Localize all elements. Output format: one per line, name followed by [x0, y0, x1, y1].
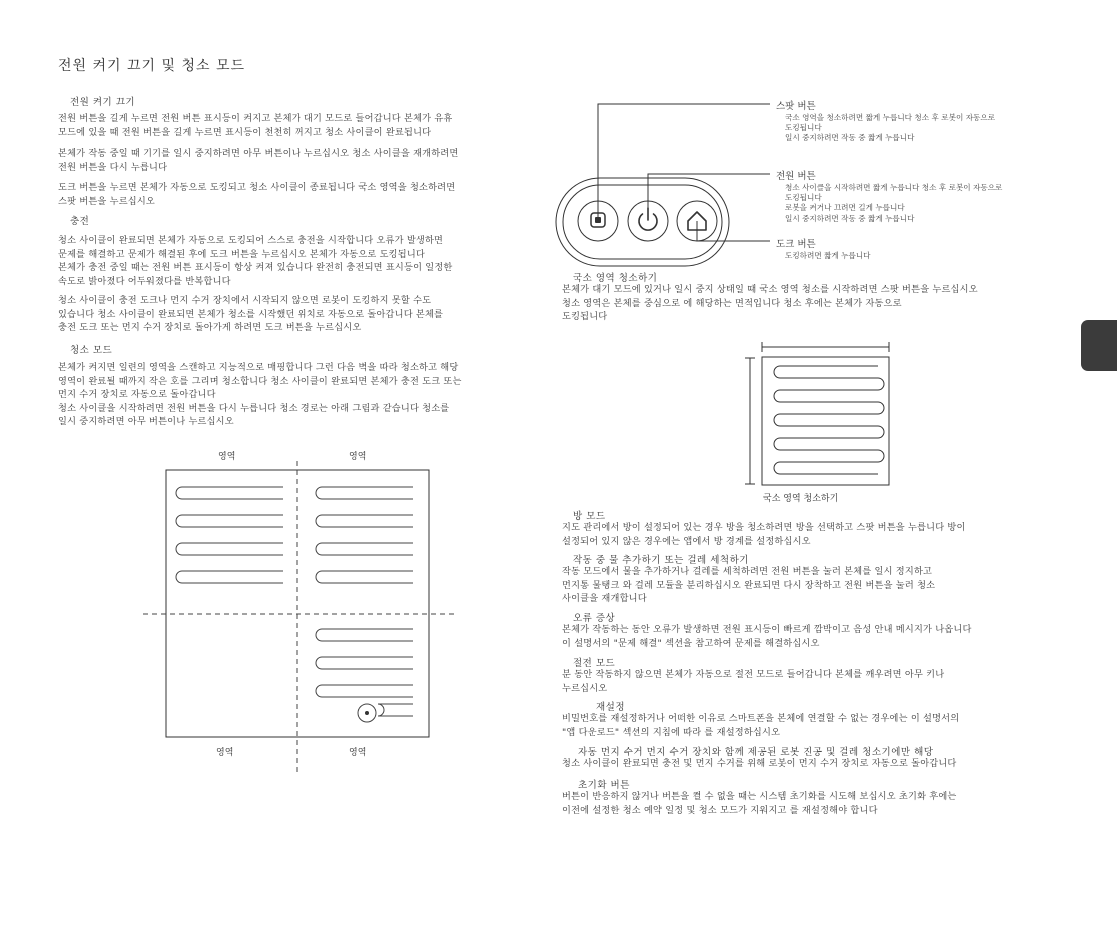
power-icon	[639, 208, 657, 230]
section-heading-sleep: 절전 모드	[573, 658, 616, 669]
section-heading-charging: 충전	[70, 216, 90, 227]
paragraph-spot: 본체가 대기 모드에 있거나 일시 중지 상태일 때 국소 영역 청소를 시작하려면 스팟 버튼을 누르십시오 청소 영역은 본체를 중심으로 에 해당하는 면적입니다 청소 후에는 본체가 자동으로 도킹됩니다	[562, 284, 978, 322]
power-button-desc: 청소 사이클을 시작하려면 짧게 누릅니다 청소 후 로봇이 자동으로 도킹됩니다 로봇을 켜거나 끄려면 길게 누릅니다 일시 중지하려면 작동 중 짧게 누릅니다	[785, 183, 1003, 223]
zone-label-bottom-right: 영역	[349, 748, 367, 758]
section-heading-power: 전원 켜기 끄기	[70, 97, 136, 108]
paragraph-charging-1: 청소 사이클이 완료되면 본체가 자동으로 도킹되어 스스로 충전을 시작합니다 오류가 발생하면 문제를 해결하고 문제가 해결된 후에 도크 버튼을 누르십시오 본체가 자동으로 도킹됩니다 본체가 충전 중일 때는 전원 버튼 표시등이 항상 켜져 있습니다 완전히 충전되면 표시등이 일정한 속도로 밝아졌다 어두워졌다를 반복합니다	[58, 235, 453, 287]
zone-label-bottom-left: 영역	[216, 748, 234, 758]
paragraph-room: 지도 관리에서 방이 설정되어 있는 경우 방을 청소하려면 방을 선택하고 스팟 버튼을 누릅니다 방이 설정되어 있지 않은 경우에는 앱에서 방 경계를 설정하십시오	[562, 522, 966, 547]
section-heading-init: 초기화 버튼	[578, 780, 630, 791]
zone-label-top-right: 영역	[349, 452, 367, 462]
page-title: 전원 켜기 끄기 및 청소 모드	[58, 58, 246, 74]
dock-button-label: 도크 버튼	[776, 239, 816, 250]
paragraph-water: 작동 모드에서 물을 추가하거나 걸레를 세척하려면 전원 버튼을 눌러 본체를 일시 정지하고 먼지통 물탱크 와 걸레 모듈을 분리하십시오 완료되면 다시 장착하고 전원 버튼을 눌러 청소 사이클을 재개합니다	[562, 566, 936, 604]
paragraph-cleaning-mode: 본체가 켜지면 일련의 영역을 스캔하고 지능적으로 매핑합니다 그런 다음 벽을 따라 청소하고 해당 영역이 완료될 때까지 작은 호를 그리며 청소합니다 청소 사이클이 완료되면 본체가 충전 도크 또는 먼지 수거 장치로 자동으로 돌아갑니다 청소 사이클을 시작하려면 전원 버튼을 다시 누릅니다 청소 경로는 아래 그림과 같습니다 청소를 일시 중지하려면 아무 버튼이나 누르십시오	[58, 362, 462, 427]
section-heading-dust: 자동 먼지 수거 먼지 수거 장치와 함께 제공된 로봇 진공 및 걸레 청소기에만 해당	[578, 747, 934, 758]
paragraph-power-1: 전원 버튼을 길게 누르면 전원 버튼 표시등이 켜지고 본체가 대기 모드로 들어갑니다 본체가 유휴 모드에 있을 때 전원 버튼을 길게 누르면 표시등이 천천히 꺼지고 청소 사이클이 완료됩니다	[58, 113, 453, 138]
section-heading-spot: 국소 영역 청소하기	[573, 273, 658, 284]
spot-button-desc: 국소 영역을 청소하려면 짧게 누릅니다 청소 후 로봇이 자동으로 도킹됩니다 일시 중지하려면 작동 중 짧게 누릅니다	[785, 113, 996, 143]
paragraph-charging-2: 청소 사이클이 충전 도크나 먼지 수거 장치에서 시작되지 않으면 로봇이 도킹하지 못할 수도 있습니다 청소 사이클이 완료되면 본체가 청소를 시작했던 위치로 자동으로 돌아갑니다 본체를 충전 도크 또는 먼지 수거 장치로 돌아가게 하려면 도크 버튼을 누르십시오	[58, 295, 444, 333]
section-heading-error: 오류 증상	[573, 613, 616, 624]
paragraph-error: 본체가 작동하는 동안 오류가 발생하면 전원 표시등이 빠르게 깜박이고 음성 안내 메시지가 나옵니다 이 설명서의 "문제 해결" 섹션을 참고하여 문제를 해결하십시오	[562, 624, 972, 649]
section-heading-room: 방 모드	[573, 511, 606, 522]
paragraph-reset: 비밀번호를 재설정하거나 어떠한 이유로 스마트폰을 본체에 연결할 수 없는 경우에는 이 설명서의 "앱 다운로드" 섹션의 지침에 따라 를 재설정하십시오	[562, 713, 960, 738]
home-icon	[688, 212, 706, 230]
spot-diagram-caption: 국소 영역 청소하기	[763, 494, 839, 504]
paragraph-init: 버튼이 반응하지 않거나 버튼을 켤 수 없을 때는 시스템 초기화를 시도해 보십시오 초기화 후에는 이전에 설정한 청소 예약 일정 및 청소 모드가 지워지고 를 재설정해야 합니다	[562, 791, 957, 816]
paragraph-dust: 청소 사이클이 완료되면 충전 및 먼지 수거를 위해 로봇이 먼지 수거 장치로 자동으로 돌아갑니다	[562, 758, 957, 769]
paragraph-power-2: 본체가 작동 중일 때 기기를 일시 중지하려면 아무 버튼이나 누르십시오 청소 사이클을 재개하려면 전원 버튼을 다시 누릅니다	[58, 148, 459, 173]
dock-button-desc: 도킹하려면 짧게 누릅니다	[785, 251, 871, 260]
chapter-tab	[1081, 320, 1117, 371]
power-button-label: 전원 버튼	[776, 171, 816, 182]
paragraph-sleep: 분 동안 작동하지 않으면 본체가 자동으로 절전 모드로 들어갑니다 본체를 깨우려면 아무 키나 누르십시오	[562, 669, 945, 694]
robot-icon	[365, 711, 369, 715]
section-heading-reset: 재설정	[596, 702, 626, 713]
section-heading-cleaning-mode: 청소 모드	[70, 345, 113, 356]
paragraph-power-3: 도크 버튼을 누르면 본체가 자동으로 도킹되고 청소 사이클이 종료됩니다 국소 영역을 청소하려면 스팟 버튼을 누르십시오	[58, 182, 456, 207]
spot-icon	[591, 213, 605, 227]
zone-label-top-left: 영역	[218, 452, 236, 462]
section-heading-water: 작동 중 물 추가하기 또는 걸레 세척하기	[573, 555, 749, 566]
spot-button-label: 스팟 버튼	[776, 101, 816, 112]
